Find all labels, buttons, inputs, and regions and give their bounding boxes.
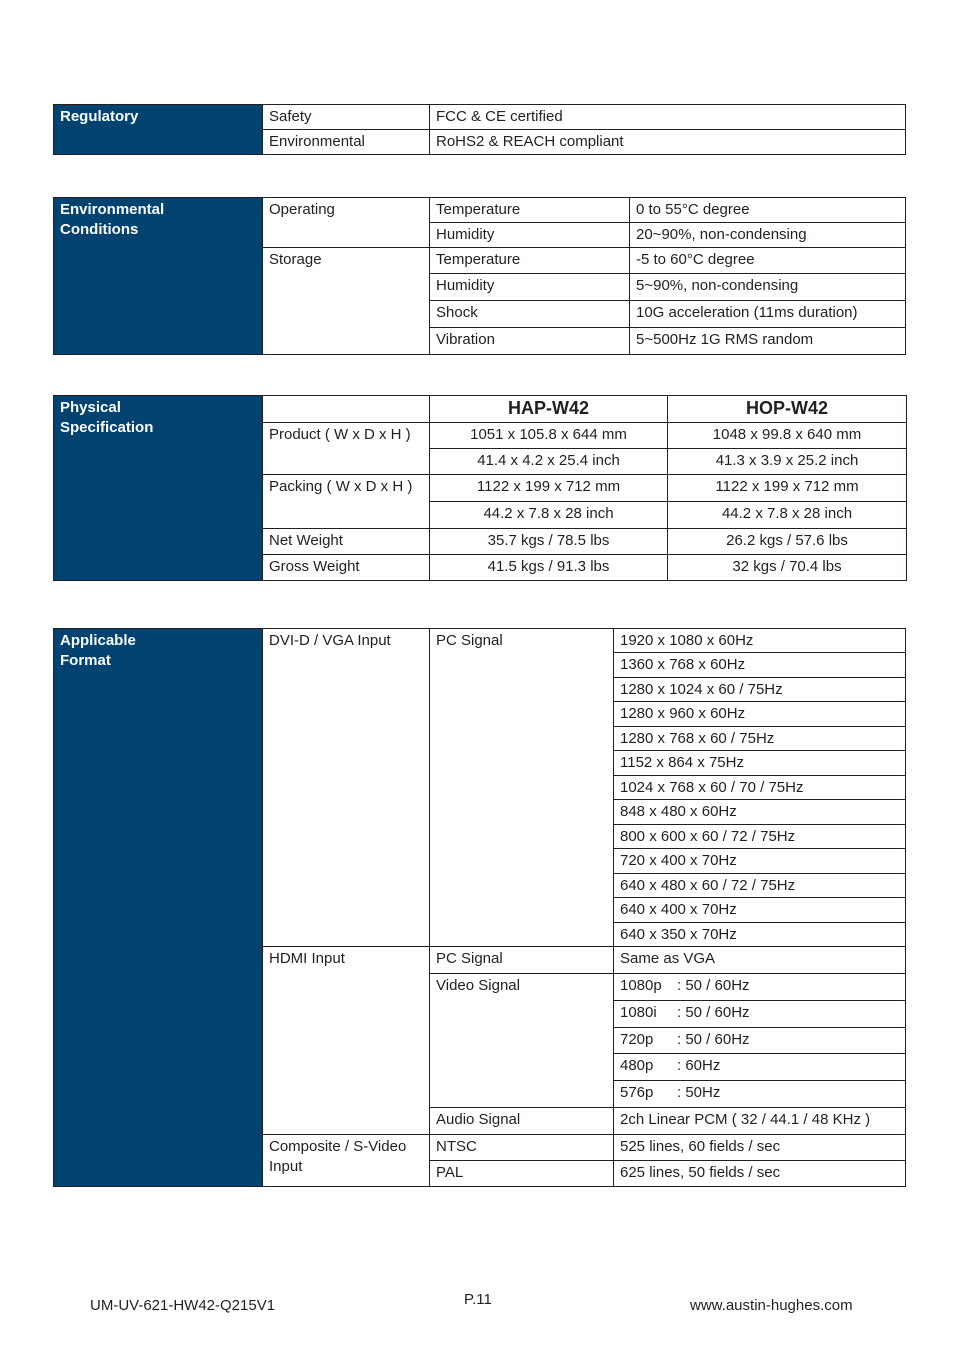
video-resolution: 1080i bbox=[620, 1004, 657, 1021]
hdmi-video-mode bbox=[614, 1081, 906, 1108]
video-rate: : 50Hz bbox=[677, 1084, 721, 1101]
storage-label: Storage bbox=[263, 248, 430, 355]
dvi-mode: 640 x 400 x 70Hz bbox=[614, 898, 906, 923]
dvi-vga-input-label: DVI-D / VGA Input bbox=[263, 629, 430, 947]
hap-packing-mm: 1122 x 199 x 712 mm bbox=[430, 475, 668, 502]
video-rate: : 50 / 60Hz bbox=[677, 1004, 750, 1021]
video-rate: : 60Hz bbox=[677, 1057, 721, 1074]
dvi-mode: 640 x 480 x 60 / 72 / 75Hz bbox=[614, 874, 906, 898]
operating-temperature-value: 0 to 55°C degree bbox=[630, 198, 906, 223]
dvi-mode: 1152 x 864 x 75Hz bbox=[614, 751, 906, 776]
pal-value: 625 lines, 50 fields / sec bbox=[614, 1161, 906, 1187]
dvi-mode: 1920 x 1080 x 60Hz bbox=[614, 629, 906, 653]
environmental-label: Environmental bbox=[263, 130, 430, 155]
dvi-mode: 1024 x 768 x 60 / 70 / 75Hz bbox=[614, 776, 906, 800]
dvi-mode: 1360 x 768 x 60Hz bbox=[614, 653, 906, 678]
environmental-heading-line1: Environmental bbox=[60, 201, 165, 218]
composite-label-line1: Composite / S-Video bbox=[269, 1138, 407, 1155]
storage-vibration-label: Vibration bbox=[430, 328, 630, 355]
net-weight-label: Net Weight bbox=[263, 529, 430, 555]
format-heading bbox=[54, 629, 263, 1187]
page-number: P.11 bbox=[464, 1291, 492, 1308]
video-resolution: 1080p bbox=[620, 977, 662, 994]
hop-product-inch: 41.3 x 3.9 x 25.2 inch bbox=[668, 449, 907, 475]
physical-heading-line1: Physical bbox=[60, 399, 121, 416]
storage-humidity-label: Humidity bbox=[430, 274, 630, 301]
composite-label-line2: Input bbox=[269, 1158, 303, 1175]
format-table bbox=[53, 628, 906, 1187]
hap-gross-weight: 41.5 kgs / 91.3 lbs bbox=[430, 555, 668, 581]
storage-shock-label: Shock bbox=[430, 301, 630, 328]
dvi-mode: 1280 x 1024 x 60 / 75Hz bbox=[614, 678, 906, 702]
hop-w42-header: HOP-W42 bbox=[668, 396, 907, 423]
hdmi-audio-signal-label: Audio Signal bbox=[430, 1108, 614, 1135]
physical-heading-line2: Specification bbox=[60, 419, 154, 436]
ntsc-label: NTSC bbox=[430, 1135, 614, 1161]
environmental-table bbox=[53, 197, 906, 355]
hdmi-video-mode bbox=[614, 1001, 906, 1028]
storage-temperature-value: -5 to 60°C degree bbox=[630, 248, 906, 274]
hap-packing-inch: 44.2 x 7.8 x 28 inch bbox=[430, 502, 668, 529]
hdmi-video-mode bbox=[614, 1054, 906, 1081]
hop-net-weight: 26.2 kgs / 57.6 lbs bbox=[668, 529, 907, 555]
operating-label: Operating bbox=[263, 198, 430, 248]
composite-input-label bbox=[263, 1135, 430, 1187]
hap-product-inch: 41.4 x 4.2 x 25.4 inch bbox=[430, 449, 668, 475]
storage-shock-value: 10G acceleration (11ms duration) bbox=[630, 301, 906, 328]
packing-dimension-label: Packing ( W x D x H ) bbox=[263, 475, 430, 529]
dvi-mode: 800 x 600 x 60 / 72 / 75Hz bbox=[614, 825, 906, 849]
gross-weight-label: Gross Weight bbox=[263, 555, 430, 581]
hdmi-pc-signal-value: Same as VGA bbox=[614, 947, 906, 974]
dvi-mode: 720 x 400 x 70Hz bbox=[614, 849, 906, 874]
dvi-pc-signal-label: PC Signal bbox=[430, 629, 614, 947]
storage-vibration-value: 5~500Hz 1G RMS random bbox=[630, 328, 906, 355]
hdmi-video-signal-label: Video Signal bbox=[430, 974, 614, 1108]
hdmi-input-label: HDMI Input bbox=[263, 947, 430, 1135]
storage-temperature-label: Temperature bbox=[430, 248, 630, 274]
hdmi-audio-signal-value: 2ch Linear PCM ( 32 / 44.1 / 48 KHz ) bbox=[614, 1108, 906, 1135]
physical-heading bbox=[54, 396, 263, 581]
pal-label: PAL bbox=[430, 1161, 614, 1187]
format-heading-line1: Applicable bbox=[60, 632, 136, 649]
video-rate: : 50 / 60Hz bbox=[677, 1031, 750, 1048]
video-resolution: 480p bbox=[620, 1057, 654, 1074]
physical-table bbox=[53, 395, 907, 581]
storage-humidity-value: 5~90%, non-condensing bbox=[630, 274, 906, 301]
regulatory-table bbox=[53, 104, 906, 155]
regulatory-heading: Regulatory bbox=[54, 105, 263, 155]
hop-packing-mm: 1122 x 199 x 712 mm bbox=[668, 475, 907, 502]
hap-w42-header: HAP-W42 bbox=[430, 396, 668, 423]
operating-temperature-label: Temperature bbox=[430, 198, 630, 223]
safety-value: FCC & CE certified bbox=[430, 105, 906, 130]
format-heading-line2: Format bbox=[60, 652, 111, 669]
hop-product-mm: 1048 x 99.8 x 640 mm bbox=[668, 423, 907, 449]
hdmi-video-mode bbox=[614, 1028, 906, 1054]
document-id: UM-UV-621-HW42-Q215V1 bbox=[90, 1297, 276, 1314]
dvi-mode: 848 x 480 x 60Hz bbox=[614, 800, 906, 825]
operating-humidity-label: Humidity bbox=[430, 223, 630, 248]
ntsc-value: 525 lines, 60 fields / sec bbox=[614, 1135, 906, 1161]
operating-humidity-value: 20~90%, non-condensing bbox=[630, 223, 906, 248]
dvi-mode: 1280 x 960 x 60Hz bbox=[614, 702, 906, 727]
hdmi-video-mode bbox=[614, 974, 906, 1001]
environmental-heading bbox=[54, 198, 263, 355]
website-link[interactable]: www.austin-hughes.com bbox=[690, 1297, 853, 1314]
video-resolution: 720p bbox=[620, 1031, 654, 1048]
physical-empty-header bbox=[263, 396, 430, 423]
hop-gross-weight: 32 kgs / 70.4 lbs bbox=[668, 555, 907, 581]
hap-product-mm: 1051 x 105.8 x 644 mm bbox=[430, 423, 668, 449]
hdmi-pc-signal-label: PC Signal bbox=[430, 947, 614, 974]
environmental-value: RoHS2 & REACH compliant bbox=[430, 130, 906, 155]
video-resolution: 576p bbox=[620, 1084, 654, 1101]
safety-label: Safety bbox=[263, 105, 430, 130]
hap-net-weight: 35.7 kgs / 78.5 lbs bbox=[430, 529, 668, 555]
hop-packing-inch: 44.2 x 7.8 x 28 inch bbox=[668, 502, 907, 529]
dvi-mode: 1280 x 768 x 60 / 75Hz bbox=[614, 727, 906, 751]
dvi-mode: 640 x 350 x 70Hz bbox=[614, 923, 906, 947]
environmental-heading-line2: Conditions bbox=[60, 221, 139, 238]
video-rate: : 50 / 60Hz bbox=[677, 977, 750, 994]
product-dimension-label: Product ( W x D x H ) bbox=[263, 423, 430, 475]
